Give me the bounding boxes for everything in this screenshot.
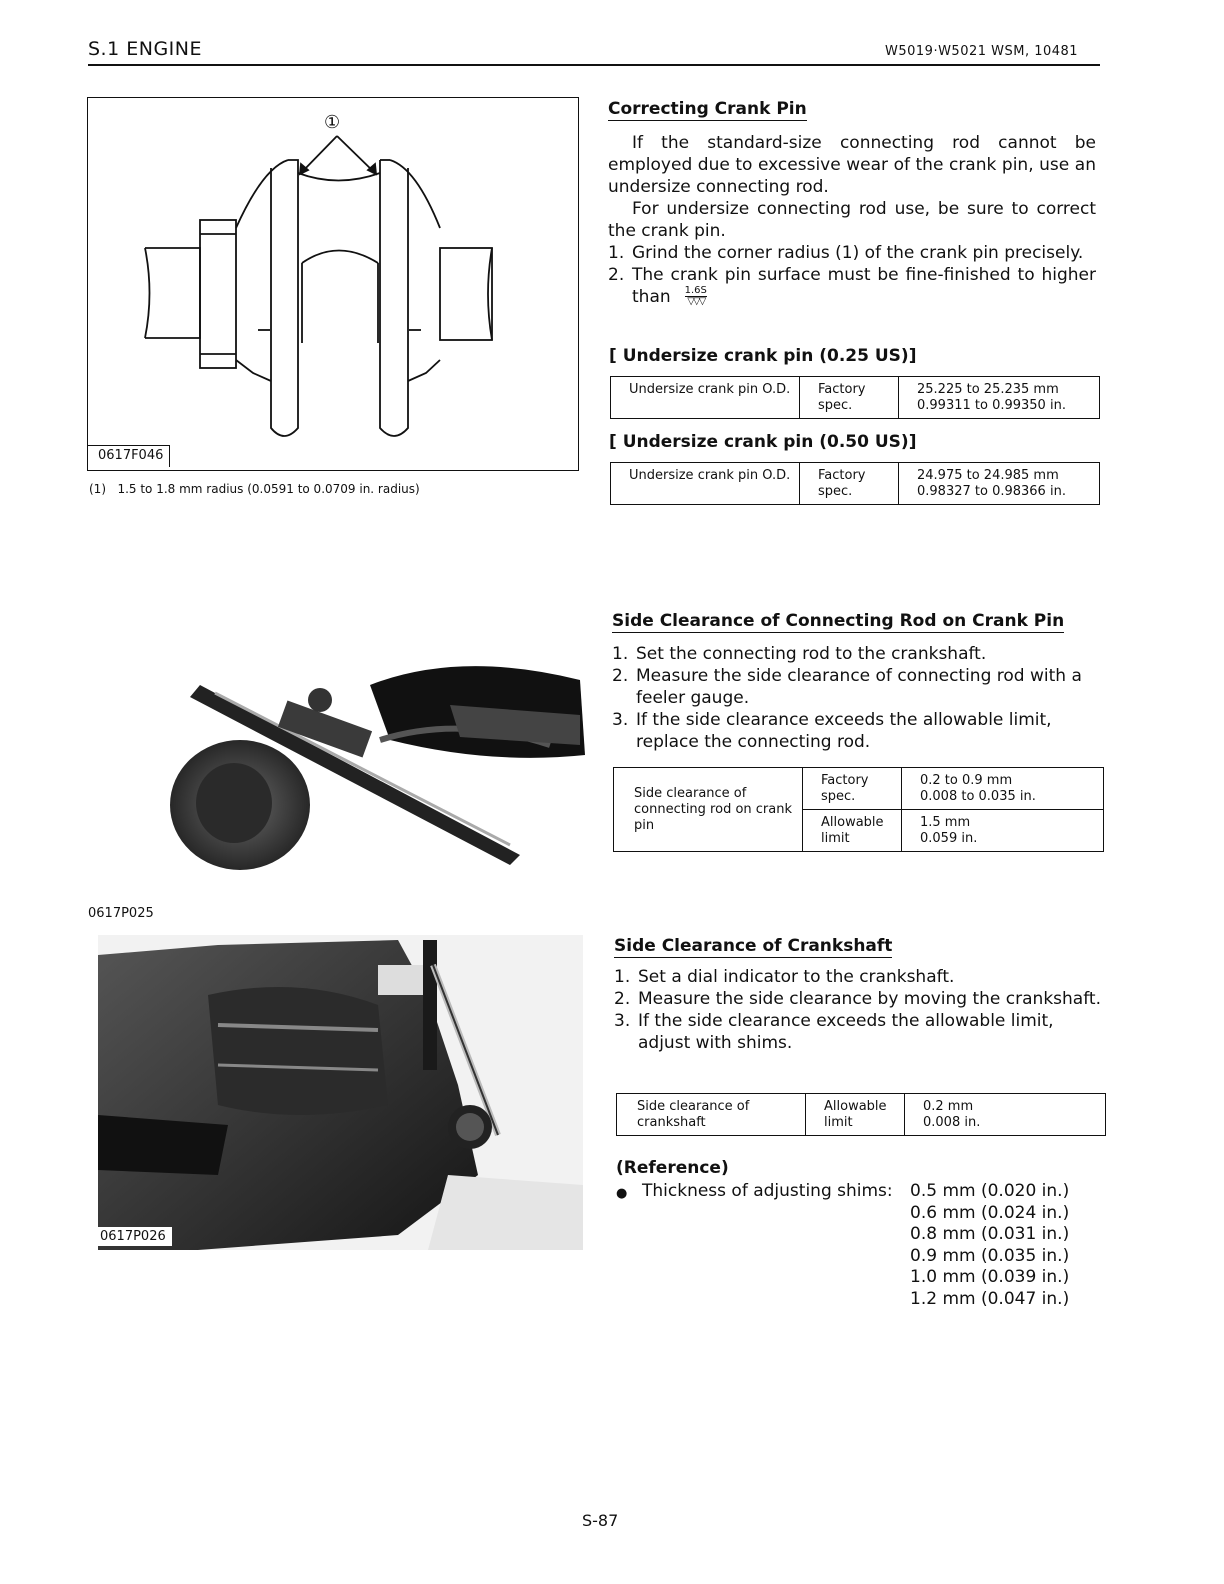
step-number: 2. xyxy=(612,666,629,686)
feeler-gauge-photo xyxy=(160,645,588,885)
photo2-code-text: 0617P026 xyxy=(100,1229,166,1244)
step-text: Set the connecting rod to the crankshaft. xyxy=(636,644,987,664)
rod-step xyxy=(612,643,1098,665)
shim-value: 1.2 mm (0.047 in.) xyxy=(910,1288,1070,1309)
reference-label: Thickness of adjusting shims: xyxy=(642,1181,893,1201)
undersize-025-table xyxy=(610,376,1100,419)
step-text: The crank pin surface must be fine-finished to higher than xyxy=(632,265,1096,307)
undersize-050-value xyxy=(899,463,1100,505)
rod-limit-mm: 1.5 mm xyxy=(920,815,971,830)
rod-limit-label: Allowable limit xyxy=(803,810,902,852)
header-rule xyxy=(88,64,1100,66)
crankshaft-drawing xyxy=(88,98,577,469)
rod-limit-in: 0.059 in. xyxy=(920,831,978,846)
rod-step xyxy=(612,709,1098,753)
crankshaft-limit-value xyxy=(905,1094,1106,1136)
callout-number: ① xyxy=(324,112,341,133)
correcting-crank-pin-title: Correcting Crank Pin xyxy=(608,99,807,119)
caption-text: 1.5 to 1.8 mm radius (0.0591 to 0.0709 in. radius) xyxy=(117,482,420,496)
shim-value: 0.5 mm (0.020 in.) xyxy=(910,1181,1070,1201)
crankshaft-clearance-steps xyxy=(614,966,1102,1054)
step-number: 1. xyxy=(612,644,629,664)
shim-value: 1.0 mm (0.039 in.) xyxy=(910,1267,1070,1287)
shim-value: 0.9 mm (0.035 in.) xyxy=(910,1245,1070,1266)
shim-value: 0.6 mm (0.024 in.) xyxy=(910,1202,1070,1223)
undersize-025-title: [ Undersize crank pin (0.25 US)] xyxy=(609,346,917,366)
rod-factory-label: Factory spec. xyxy=(803,768,902,810)
crankshaft-limit-mm: 0.2 mm xyxy=(923,1099,974,1114)
dial-indicator-photo-art xyxy=(98,935,583,1250)
rod-limit-value xyxy=(902,810,1104,852)
correcting-crank-pin-body xyxy=(608,132,1096,308)
feeler-gauge-photo-art xyxy=(160,645,588,885)
step-text: Measure the side clearance of connecting rod with a feeler gauge. xyxy=(636,666,1082,708)
step-number: 3. xyxy=(614,1011,631,1031)
crankshaft-limit-in: 0.008 in. xyxy=(923,1115,981,1130)
crankshaft-limit-label: Allowable limit xyxy=(806,1094,905,1136)
rod-step xyxy=(612,665,1098,709)
step-number: 3. xyxy=(612,710,629,730)
undersize-025-value xyxy=(899,377,1100,419)
undersize-050-table xyxy=(610,462,1100,505)
rod-clearance-title: Side Clearance of Connecting Rod on Crank Pin xyxy=(612,611,1065,631)
correcting-para1: If the standard-size connecting rod cannot be employed due to excessive wear of the crank pin, use an undersize connecting rod. xyxy=(608,133,1096,197)
photo2-code xyxy=(98,1227,172,1246)
rod-clearance-item: Side clearance of connecting rod on crank pin xyxy=(614,768,803,852)
step-number: 2. xyxy=(608,265,625,285)
crankshaft-clearance-item: Side clearance of crankshaft xyxy=(617,1094,806,1136)
surface-finish-value: 1.6S xyxy=(684,285,707,296)
step-number: 1. xyxy=(614,967,631,987)
page-number: S-87 xyxy=(582,1511,619,1530)
reference-title: (Reference) xyxy=(616,1158,729,1178)
shim-value: 0.8 mm (0.031 in.) xyxy=(910,1224,1070,1244)
undersize-025-spec: Factory spec. xyxy=(800,377,899,419)
figure-code xyxy=(88,445,170,467)
caption-number: (1) xyxy=(89,482,106,496)
figure-code-text: 0617F046 xyxy=(98,448,164,463)
rod-clearance-table xyxy=(613,767,1104,852)
step-text: Grind the corner radius (1) of the crank pin precisely. xyxy=(632,243,1084,263)
crankshaft-step xyxy=(614,966,1102,988)
section-header: S.1 ENGINE xyxy=(88,38,202,60)
surface-finish-symbol xyxy=(685,286,707,307)
step-text: Set a dial indicator to the crankshaft. xyxy=(638,967,955,987)
crankshaft-clearance-title: Side Clearance of Crankshaft xyxy=(614,936,893,956)
crankshaft-clearance-table xyxy=(616,1093,1106,1136)
document-reference: W5019·W5021 WSM, 10481 xyxy=(885,44,1079,59)
undersize-050-title: [ Undersize crank pin (0.50 US)] xyxy=(609,432,917,452)
step-number: 2. xyxy=(614,989,631,1009)
undersize-050-in: 0.98327 to 0.98366 in. xyxy=(917,484,1066,499)
photo1-code: 0617P025 xyxy=(88,906,154,921)
crankshaft-figure xyxy=(87,97,579,471)
correcting-step2 xyxy=(608,264,1096,308)
undersize-025-in: 0.99311 to 0.99350 in. xyxy=(917,398,1066,413)
undersize-025-mm: 25.225 to 25.235 mm xyxy=(917,382,1059,397)
surface-finish-marks: ▽▽▽ xyxy=(687,296,705,307)
step-text: If the side clearance exceeds the allowable limit, adjust with shims. xyxy=(638,1011,1054,1053)
shim-values xyxy=(910,1181,1069,1310)
rod-factory-mm: 0.2 to 0.9 mm xyxy=(920,773,1013,788)
undersize-050-mm: 24.975 to 24.985 mm xyxy=(917,468,1059,483)
step-text: Measure the side clearance by moving the crankshaft. xyxy=(638,989,1101,1009)
rod-factory-in: 0.008 to 0.035 in. xyxy=(920,789,1036,804)
correcting-para2: For undersize connecting rod use, be sure to correct the crank pin. xyxy=(608,199,1096,241)
dial-indicator-photo xyxy=(98,935,583,1250)
undersize-025-item: Undersize crank pin O.D. xyxy=(611,377,800,419)
correcting-step1 xyxy=(608,242,1096,264)
rod-factory-value xyxy=(902,768,1104,810)
rod-clearance-steps xyxy=(612,643,1098,753)
undersize-050-item: Undersize crank pin O.D. xyxy=(611,463,800,505)
bullet-icon: ● xyxy=(616,1186,628,1201)
crankshaft-step xyxy=(614,988,1102,1010)
step-text: If the side clearance exceeds the allowable limit, replace the connecting rod. xyxy=(636,710,1052,752)
figure-caption xyxy=(89,482,420,496)
crankshaft-step xyxy=(614,1010,1102,1054)
reference-block xyxy=(616,1181,1096,1310)
step-number: 1. xyxy=(608,243,625,263)
undersize-050-spec: Factory spec. xyxy=(800,463,899,505)
